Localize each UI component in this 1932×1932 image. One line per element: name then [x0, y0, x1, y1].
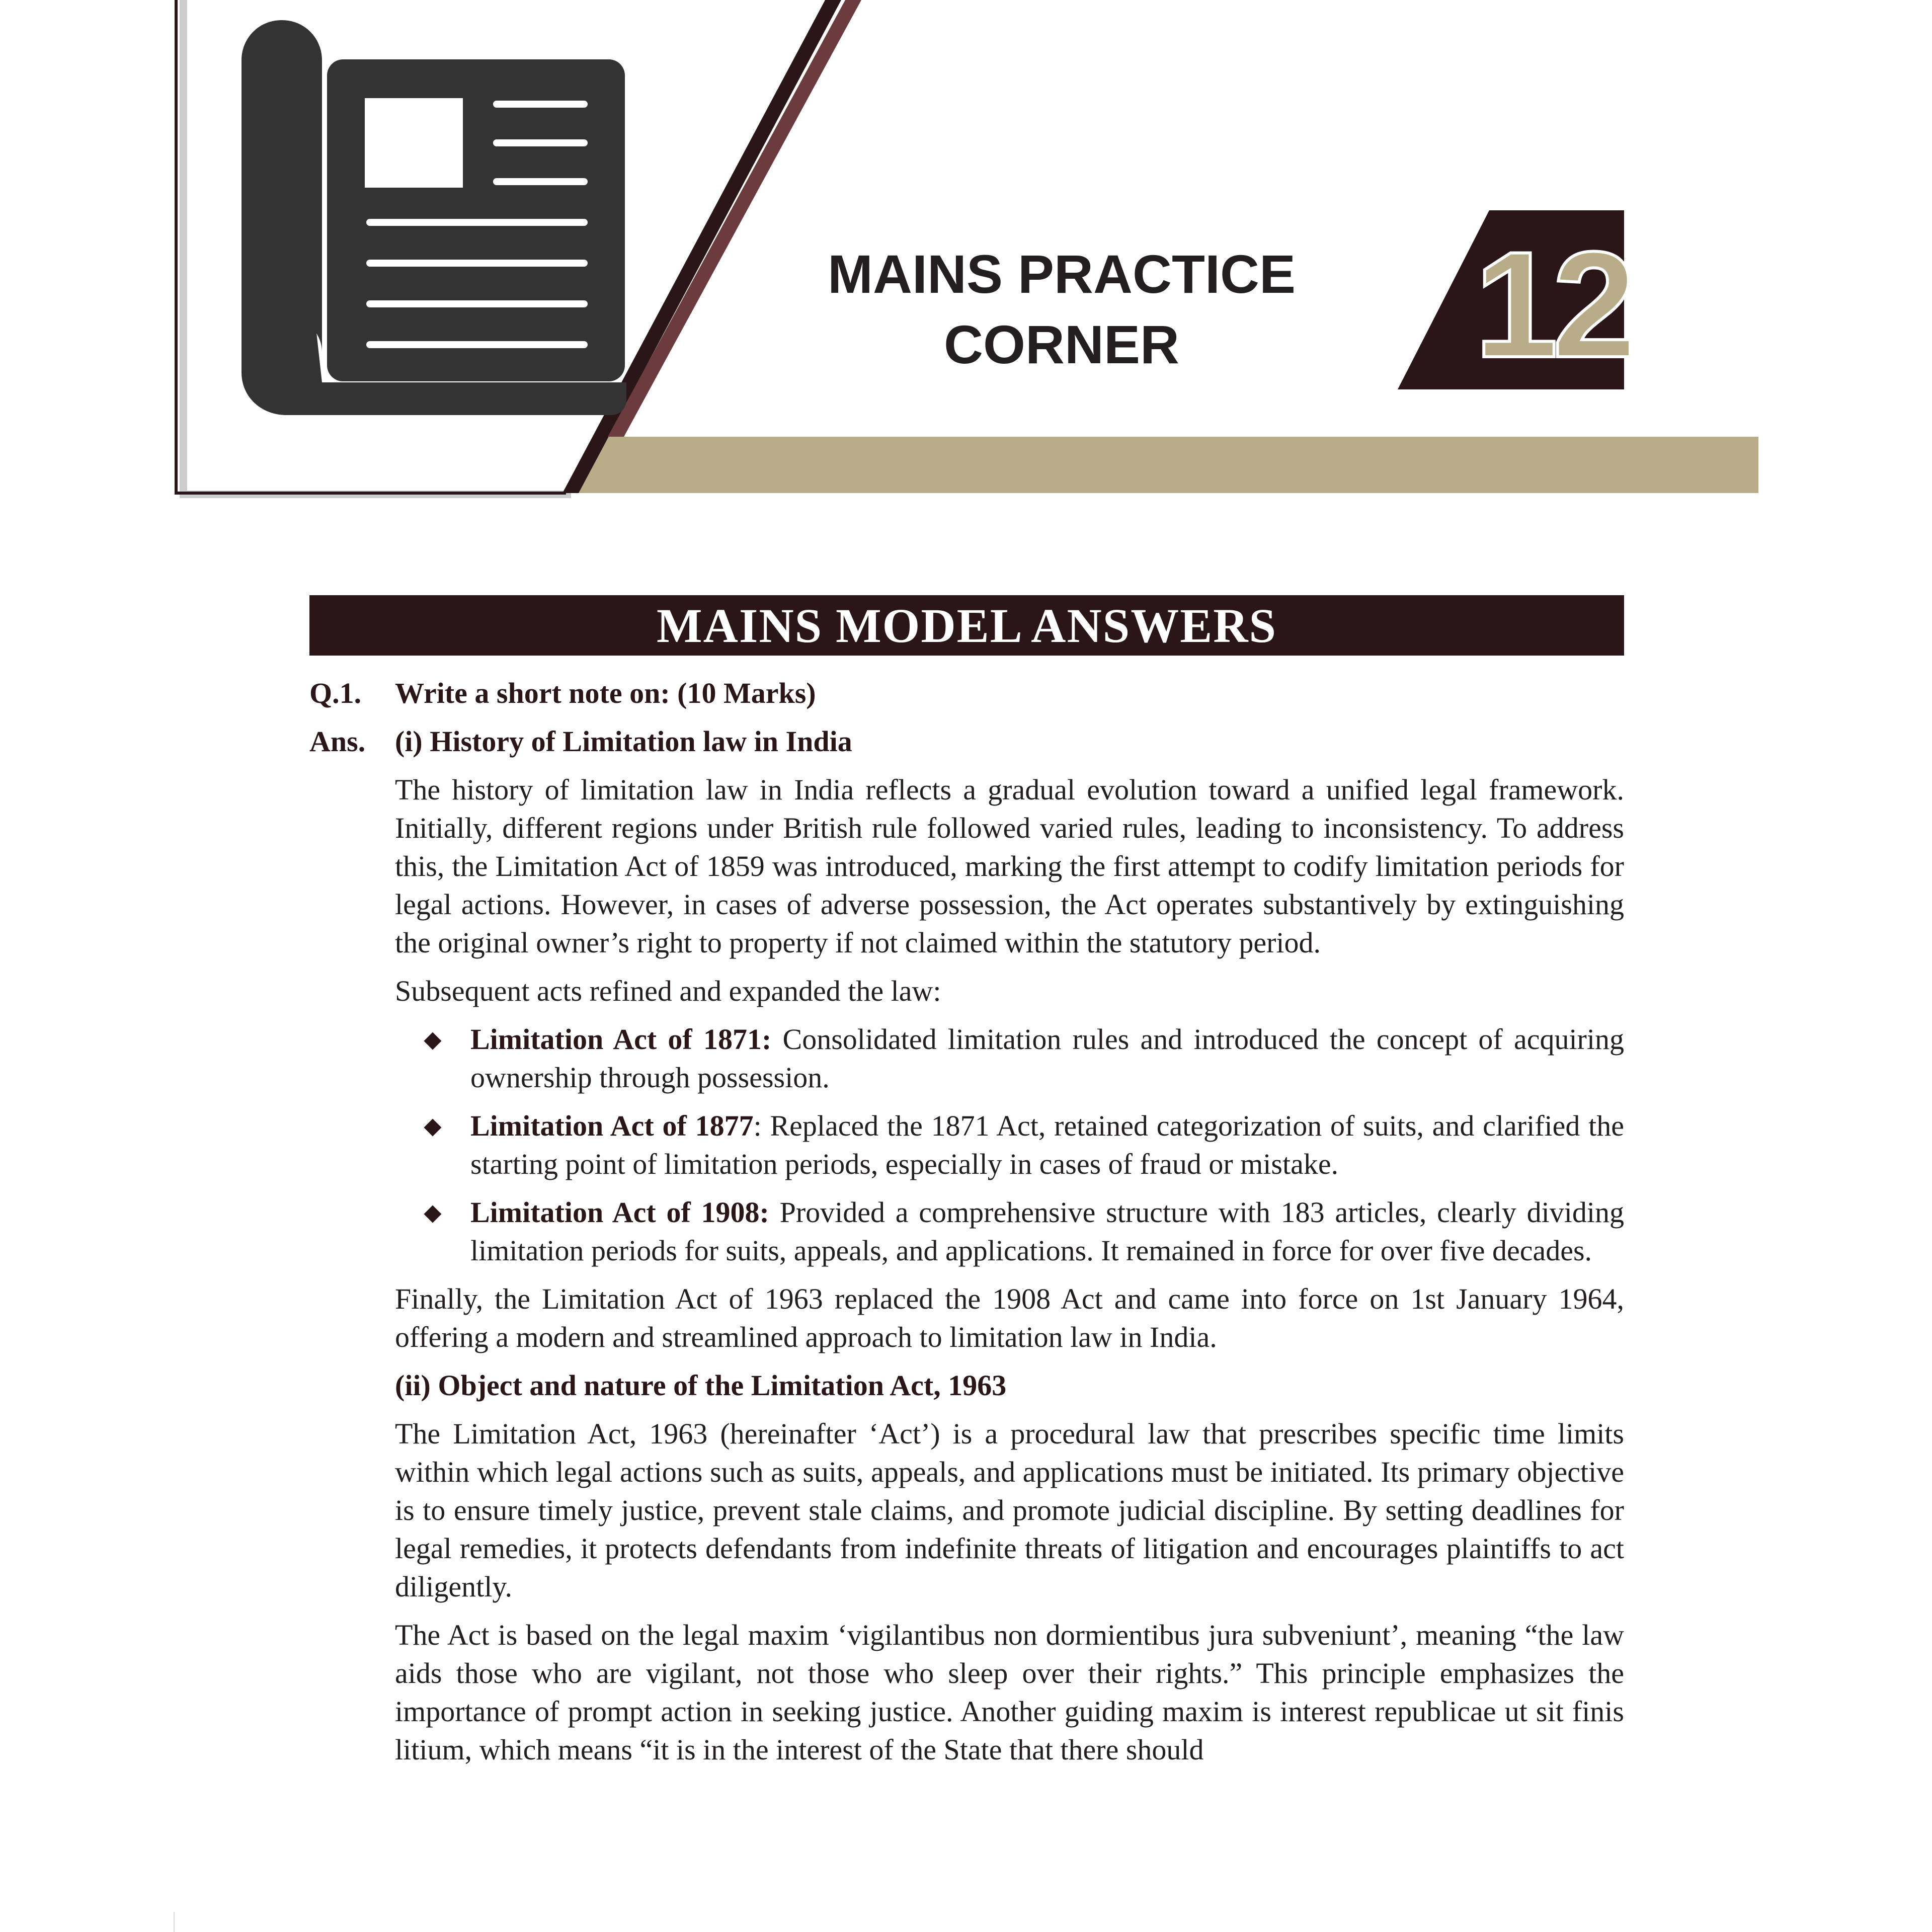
- answer-heading-2: (ii) Object and nature of the Limitation Act, 1963: [395, 1369, 1007, 1402]
- newspaper-scroll-icon: [242, 20, 626, 415]
- list-item-body: [470, 1193, 1624, 1270]
- diamond-bullet-icon: ◆: [424, 1199, 442, 1225]
- paragraph: Subsequent acts refined and expanded the law:: [395, 975, 941, 1007]
- list-item: [395, 1193, 1624, 1270]
- answer-body: [395, 771, 1624, 1769]
- list-item-body: [470, 1020, 1624, 1097]
- question-prefix: Q.1.: [309, 677, 362, 709]
- chapter-number: 12: [1474, 220, 1630, 389]
- chapter-title-line2: CORNER: [943, 314, 1180, 375]
- page-edge-mark: [174, 1912, 175, 1932]
- list-item-term: Limitation Act of 1877: [470, 1109, 754, 1142]
- paragraph: The history of limitation law in India reflects a gradual evolution toward a unified legal framework. Initially, different regions under British rule followed varied rules, leading to inconsistency. To address this, the Limitation Act of 1859 was introduced, marking the first attempt to codify limitation periods for legal actions. However, in cases of adverse possession, the Act operates substantively by extinguishing the original owner’s right to property if not claimed within the statutory period.: [395, 773, 1624, 959]
- chapter-title-line1: MAINS PRACTICE: [827, 244, 1296, 304]
- answer-content: [309, 674, 1624, 1779]
- question-row: [309, 674, 1624, 712]
- answer-row: [309, 722, 1624, 761]
- answer-prefix: Ans.: [309, 725, 366, 758]
- list-item: [395, 1107, 1624, 1183]
- section-banner: MAINS MODEL ANSWERS: [309, 595, 1624, 656]
- list-item-text: Consolidated limitation rules and introduced the concept of acquiring ownership through possession.: [470, 1023, 1624, 1094]
- list-item-term: Limitation Act of 1871:: [470, 1023, 772, 1056]
- list-item-term: Limitation Act of 1908:: [470, 1196, 769, 1229]
- header-tan-band: [566, 437, 1758, 493]
- list-item: [395, 1020, 1624, 1097]
- paragraph: The Limitation Act, 1963 (hereinafter ‘Act’) is a procedural law that prescribes specific time limits within which legal actions such as suits, appeals, and applications must be initiated. Its primary objective is to ensure timely justice, prevent stale claims, and promote judicial discipline. By setting deadlines for legal remedies, it protects defendants from indefinite threats of litigation and encourages plaintiffs to act diligently.: [395, 1417, 1624, 1603]
- chapter-title: [785, 239, 1338, 380]
- diamond-bullet-icon: ◆: [424, 1026, 442, 1052]
- answer-heading-1: (i) History of Limitation law in India: [395, 725, 852, 758]
- paragraph: Finally, the Limitation Act of 1963 replaced the 1908 Act and came into force on 1st January 1964, offering a modern and streamlined approach to limitation law in India.: [395, 1282, 1624, 1353]
- diamond-bullet-icon: ◆: [424, 1113, 442, 1139]
- acts-list: [395, 1020, 1624, 1270]
- list-item-body: [470, 1107, 1624, 1183]
- list-item-text: Provided a comprehensive structure with 183 articles, clearly dividing limitation periods for suits, appeals, and applications. It remained in force for over five decades.: [470, 1196, 1624, 1267]
- question-text: Write a short note on: (10 Marks): [395, 677, 816, 709]
- list-item-text: : Replaced the 1871 Act, retained categorization of suits, and clarified the starting point of limitation periods, especially in cases of fraud or mistake.: [470, 1109, 1624, 1180]
- paragraph: The Act is based on the legal maxim ‘vigilantibus non dormientibus jura subveniunt’, meaning “the law aids those who are vigilant, not those who sleep over their rights.” This principle emphasizes the importance of prompt action in seeking justice. Another guiding maxim is interest republicae ut sit finis litium, which means “it is in the interest of the State that there should: [395, 1619, 1624, 1766]
